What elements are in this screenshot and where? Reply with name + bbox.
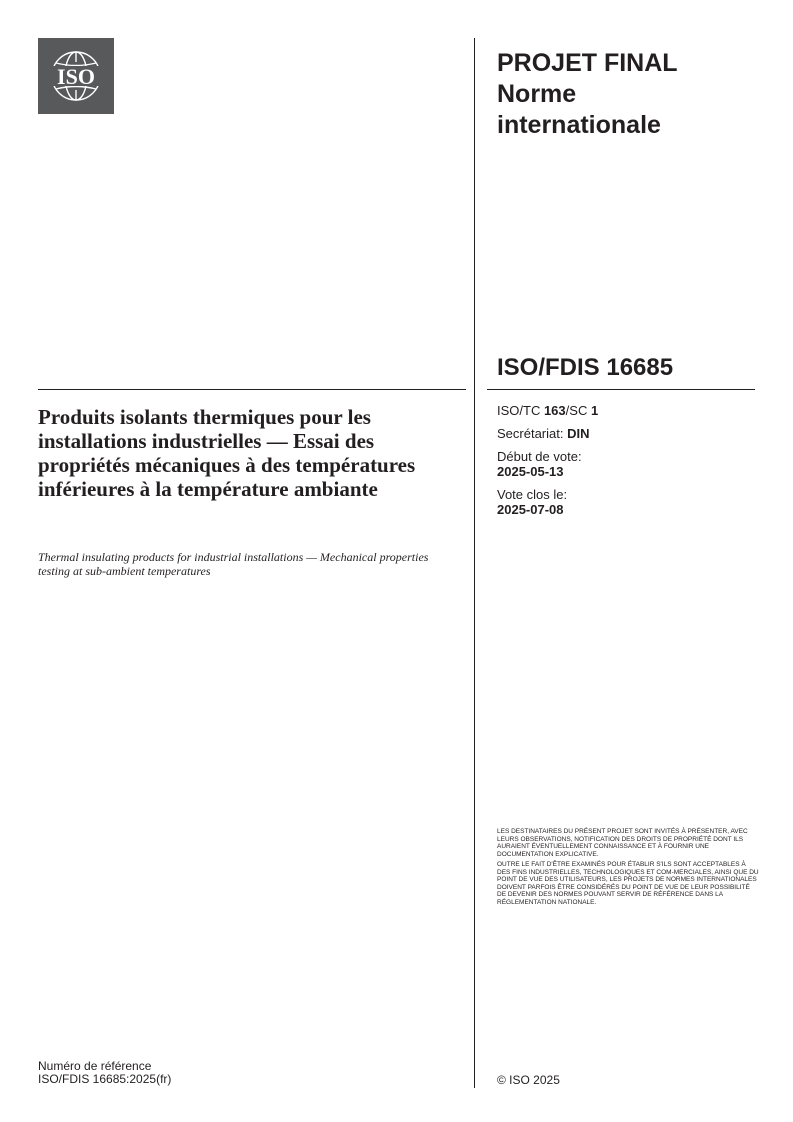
vote-end-row	[497, 487, 757, 517]
notice-paragraph: LES DESTINATAIRES DU PRÉSENT PROJET SONT INVITÉS À PRÉSENTER, AVEC LEURS OBSERVATIONS, NOTIFICATION DES DROITS DE PROPRIÉTÉ DONT ILS AURAIENT ÉVENTUELLEMENT CONNAISSANCE ET À FOURNIR UNE DOCUMENTATION EXPLICATIVE.	[497, 828, 748, 858]
document-stage-header	[497, 48, 767, 141]
iso-globe-logo-icon	[38, 38, 114, 114]
vertical-divider	[474, 38, 475, 1088]
vote-start-label: Début de vote:	[497, 449, 582, 464]
document-meta	[497, 403, 757, 525]
committee-mid: /SC	[565, 403, 591, 418]
vote-end-label: Vote clos le:	[497, 487, 568, 502]
committee-tc: 163	[543, 403, 566, 418]
copyright: © ISO 2025	[497, 1073, 560, 1087]
secretariat-value: DIN	[567, 426, 590, 441]
stage-line: internationale	[497, 111, 661, 139]
committee-row	[497, 403, 757, 418]
english-title: Thermal insulating products for industrial installations — Mechanical properties testing at sub-ambient temperatures	[38, 550, 429, 578]
vote-start-row	[497, 449, 757, 479]
notice-paragraph: OUTRE LE FAIT D'ÊTRE EXAMINÉS POUR ÉTABLIR S'ILS SONT ACCEPTABLES À DES FINS INDUSTRIELLES, TECHNOLOGIQUES ET COM-MERCIALES, AINSI QUE DU POINT DE VUE DES UTILISATEURS, LES PROJETS DE NORMES INTERNATIONALES DOIVENT PARFOIS ÊTRE CONSIDÉRÉS DU POINT DE VUE DE LEUR POSSIBILITÉ DE DEVENIR DES NORMES POUVANT SERVIR DE RÉFÉRENCE DANS LA RÉGLEMENTATION NATIONALE.	[497, 861, 759, 906]
french-title: Produits isolants thermiques pour les installations industrielles — Essai des propriétés mécaniques à des températures inférieures à la température ambiante	[38, 405, 416, 501]
stage-line: PROJET FINAL	[497, 49, 678, 77]
secretariat-row	[497, 426, 757, 441]
secretariat-label: Secrétariat:	[497, 426, 568, 441]
vote-end-value: 2025-07-08	[497, 502, 564, 517]
vote-start-value: 2025-05-13	[497, 464, 564, 479]
committee-sc: 1	[590, 403, 599, 418]
iso-logo	[38, 38, 114, 114]
iso-logo-text: ISO	[57, 64, 95, 89]
document-number: ISO/FDIS 16685	[497, 354, 674, 381]
horizontal-divider-left	[38, 389, 466, 390]
reference-value: ISO/FDIS 16685:2025(fr)	[38, 1072, 172, 1086]
horizontal-divider-right	[487, 389, 755, 390]
committee-prefix: ISO/TC	[497, 403, 544, 418]
draft-notice	[497, 828, 759, 909]
stage-line: Norme	[497, 80, 577, 108]
reference-label: Numéro de référence	[38, 1059, 152, 1073]
reference-number	[38, 1060, 171, 1086]
